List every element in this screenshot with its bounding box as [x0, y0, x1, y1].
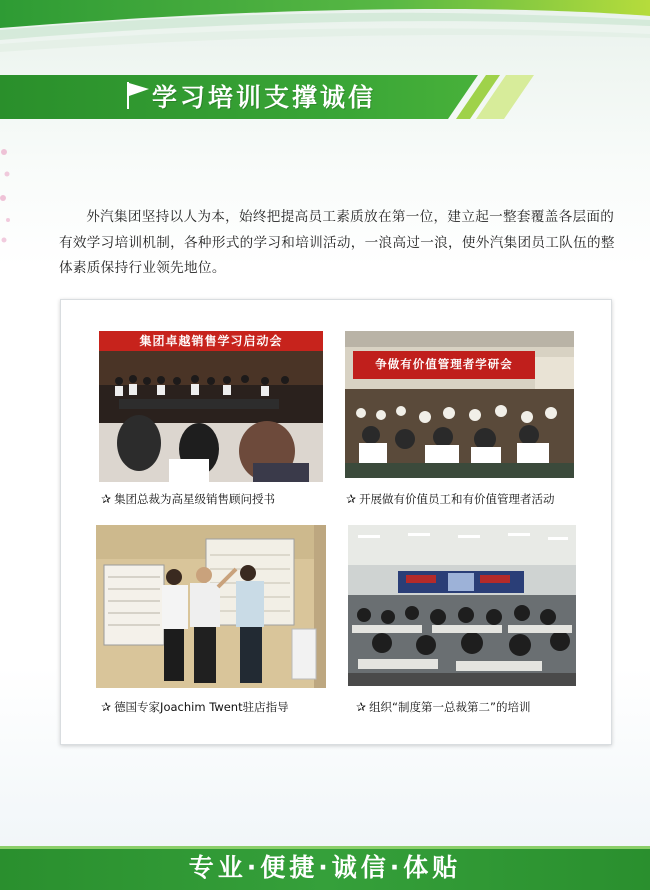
- photo-expert-guidance: [96, 525, 326, 688]
- edge-decoration: [0, 140, 18, 250]
- photo-caption: ✰ 组织“制度第一总裁第二”的培训: [356, 700, 531, 714]
- intro-paragraph: 外汽集团坚持以人为本，始终把提高员工素质放在第一位，建立起一整套覆盖各层面的有效学习培训机制，各种形式的学习和培训活动，一浪高过一浪，使外汽集团员工队伍的整体素质保持行业领先地位。: [59, 209, 615, 277]
- star-icon: ✰: [101, 492, 112, 506]
- photo-banner-text: 集团卓越销售学习启动会: [139, 334, 283, 348]
- star-icon: ✰: [356, 700, 367, 714]
- star-icon: ✰: [346, 492, 357, 506]
- footer-slogan: 专业·便捷·诚信·体贴: [188, 853, 462, 882]
- top-wave-band: [0, 0, 650, 70]
- photo-caption: ✰ 德国专家Joachim Twent驻店指导: [101, 700, 289, 714]
- photo-manager-seminar: [345, 331, 574, 478]
- page-title: 学习培训支撑诚信: [152, 83, 377, 112]
- flag-icon: [124, 80, 152, 110]
- photo-training-session: [348, 525, 576, 686]
- star-icon: ✰: [101, 700, 112, 714]
- photo-sales-launch: [99, 331, 323, 482]
- photo-caption: ✰ 开展做有价值员工和有价值管理者活动: [346, 492, 555, 506]
- photo-caption: ✰ 集团总裁为高星级销售顾问授书: [101, 492, 276, 506]
- photo-panel: [60, 299, 612, 745]
- photo-banner-text: 争做有价值管理者学研会: [375, 357, 513, 371]
